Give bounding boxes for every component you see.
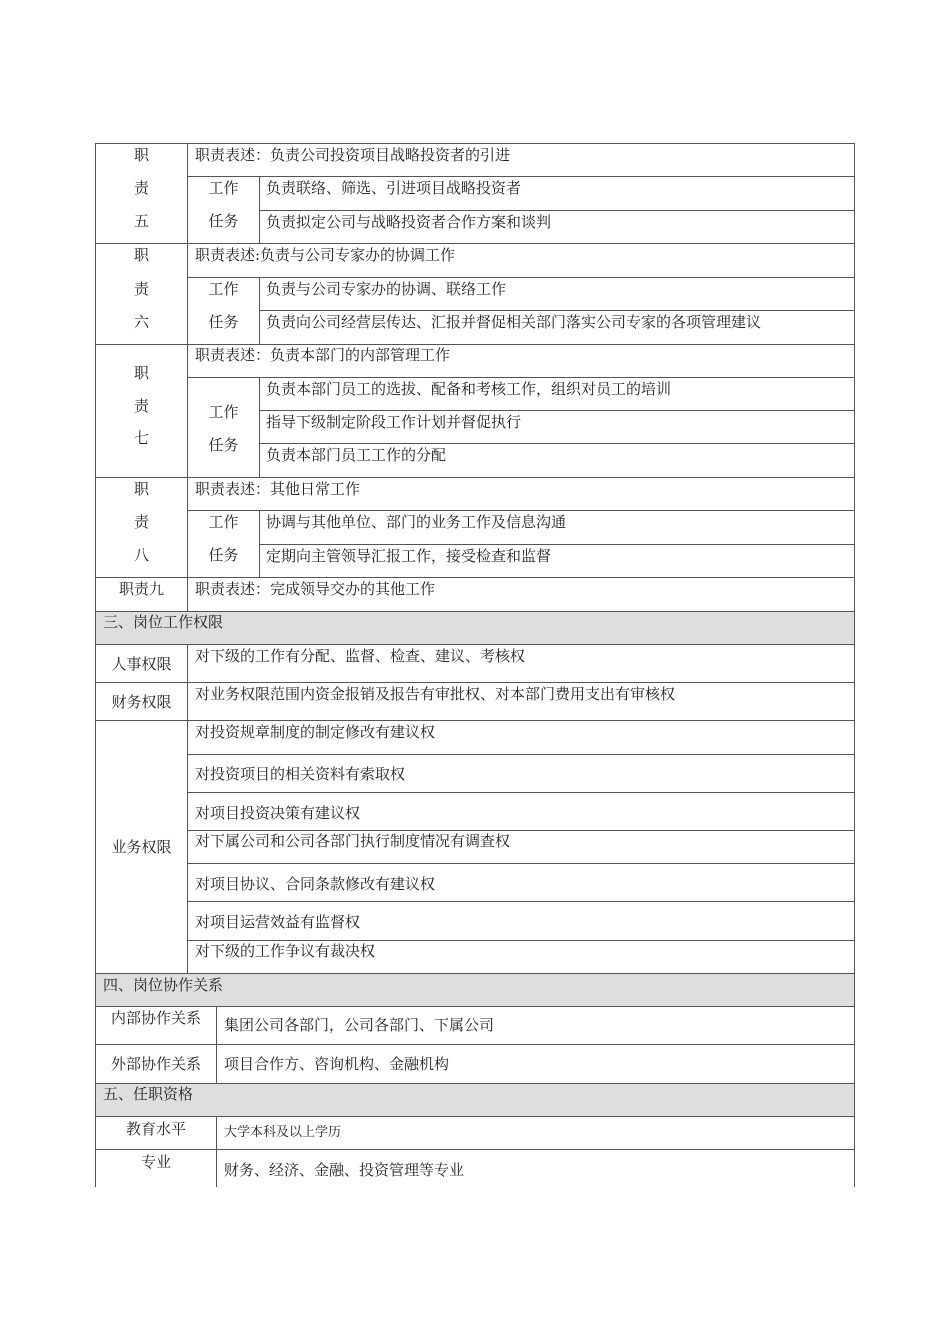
- section-heading-authority: 三、岗位工作权限: [103, 613, 224, 631]
- row-line: [95, 477, 855, 478]
- business-authority-item: 对下级的工作争议有裁决权: [195, 942, 376, 960]
- education-label: 教育水平: [125, 1120, 186, 1138]
- duty-8-label-1: 职: [133, 480, 149, 498]
- row-line: [95, 143, 855, 144]
- row-line: [95, 973, 855, 974]
- row-line: [187, 901, 855, 902]
- row-line: [259, 310, 855, 311]
- duty-6-task-label-2: 任务: [208, 313, 239, 331]
- external-cooperation-text: 项目合作方、咨询机构、金融机构: [224, 1055, 450, 1073]
- row-line: [259, 544, 855, 545]
- business-authority-item: 对项目投资决策有建议权: [195, 804, 361, 822]
- row-line: [187, 940, 855, 941]
- duty-5-task-label-2: 任务: [208, 212, 239, 230]
- row-line: [95, 1149, 855, 1150]
- col-divider: [187, 644, 188, 973]
- duty-9-label: 职责九: [118, 580, 164, 598]
- business-authority-item: 对投资规章制度的制定修改有建议权: [195, 723, 436, 741]
- duty-5-task-label-1: 工作: [208, 179, 239, 197]
- internal-cooperation-label: 内部协作关系: [110, 1009, 201, 1027]
- duty-5-label-3: 五: [133, 212, 149, 230]
- row-line: [95, 243, 855, 244]
- duty-7-task-3: 负责本部门员工工作的分配: [266, 446, 447, 464]
- business-authority-label: 业务权限: [111, 838, 172, 856]
- col-divider: [259, 377, 260, 477]
- business-authority-item: 对项目协议、合同条款修改有建议权: [195, 875, 436, 893]
- duty-8-label-3: 八: [133, 546, 149, 564]
- row-line: [187, 754, 855, 755]
- business-authority-item: 对下属公司和公司各部门执行制度情况有调查权: [195, 832, 511, 850]
- duty-6-statement: 职责表述:负责与公司专家办的协调工作: [195, 246, 456, 264]
- row-line: [187, 863, 855, 864]
- row-line: [95, 682, 855, 683]
- duty-7-label-1: 职: [133, 364, 149, 382]
- external-cooperation-label: 外部协作关系: [110, 1055, 201, 1073]
- row-line: [95, 1083, 855, 1084]
- internal-cooperation-text: 集团公司各部门，公司各部门、下属公司: [224, 1016, 495, 1034]
- row-line: [187, 830, 855, 831]
- duty-7-task-label-2: 任务: [208, 436, 239, 454]
- row-line: [187, 510, 855, 511]
- duty-5-task-1: 负责联络、筛选、引进项目战略投资者: [266, 179, 522, 197]
- row-line: [95, 720, 855, 721]
- duty-7-task-label-1: 工作: [208, 403, 239, 421]
- section-heading-qualification: 五、任职资格: [103, 1085, 194, 1103]
- col-divider: [216, 1116, 217, 1187]
- duty-6-label-2: 责: [133, 280, 149, 298]
- duty-9-statement: 职责表述：完成领导交办的其他工作: [195, 580, 436, 598]
- section-heading-cooperation: 四、岗位协作关系: [103, 976, 224, 994]
- row-line: [95, 611, 855, 612]
- duty-8-task-2: 定期向主管领导汇报工作，接受检查和监督: [266, 547, 552, 565]
- row-line: [259, 410, 855, 411]
- finance-authority-label: 财务权限: [111, 693, 172, 711]
- business-authority-item: 对项目运营效益有监督权: [195, 913, 361, 931]
- duty-7-label-3: 七: [133, 429, 149, 447]
- duty-6-task-label-1: 工作: [208, 280, 239, 298]
- personnel-authority-label: 人事权限: [111, 655, 172, 673]
- row-line: [95, 1044, 855, 1045]
- education-text: 大学本科及以上学历: [224, 1125, 342, 1140]
- personnel-authority-text: 对下级的工作有分配、监督、检查、建议、考核权: [195, 647, 526, 665]
- major-label: 专业: [140, 1153, 171, 1171]
- table-border-right: [854, 143, 855, 1187]
- row-line: [95, 644, 855, 645]
- duty-7-label-2: 责: [133, 397, 149, 415]
- row-line: [259, 443, 855, 444]
- row-line: [259, 210, 855, 211]
- duty-8-task-1: 协调与其他单位、部门的业务工作及信息沟通: [266, 513, 567, 531]
- duty-8-task-label-2: 任务: [208, 546, 239, 564]
- row-line: [187, 176, 855, 177]
- duty-5-label-1: 职: [133, 146, 149, 164]
- duty-5-label-2: 责: [133, 179, 149, 197]
- row-line: [187, 377, 855, 378]
- row-line: [95, 1116, 855, 1117]
- duty-7-task-2: 指导下级制定阶段工作计划并督促执行: [266, 413, 522, 431]
- duty-6-label-3: 六: [133, 313, 149, 331]
- duty-6-task-2: 负责向公司经营层传达、汇报并督促相关部门落实公司专家的各项管理建议: [266, 313, 762, 331]
- row-line: [187, 792, 855, 793]
- duty-6-label-1: 职: [133, 246, 149, 264]
- row-line: [187, 277, 855, 278]
- finance-authority-text: 对业务权限范围内资金报销及报告有审批权、对本部门费用支出有审核权: [195, 685, 676, 703]
- row-line: [95, 577, 855, 578]
- business-authority-item: 对投资项目的相关资料有索取权: [195, 765, 406, 783]
- duty-6-task-1: 负责与公司专家办的协调、联络工作: [266, 280, 507, 298]
- row-line: [95, 344, 855, 345]
- duty-8-statement: 职责表述：其他日常工作: [195, 480, 361, 498]
- major-text: 财务、经济、金融、投资管理等专业: [224, 1161, 465, 1179]
- duty-5-task-2: 负责拟定公司与战略投资者合作方案和谈判: [266, 213, 552, 231]
- duty-7-statement: 职责表述：负责本部门的内部管理工作: [195, 346, 451, 364]
- row-line: [95, 1006, 855, 1007]
- duty-5-statement: 职责表述：负责公司投资项目战略投资者的引进: [195, 146, 511, 164]
- duty-8-label-2: 责: [133, 513, 149, 531]
- duty-7-task-1: 负责本部门员工的选拔、配备和考核工作，组织对员工的培训: [266, 380, 672, 398]
- duty-8-task-label-1: 工作: [208, 513, 239, 531]
